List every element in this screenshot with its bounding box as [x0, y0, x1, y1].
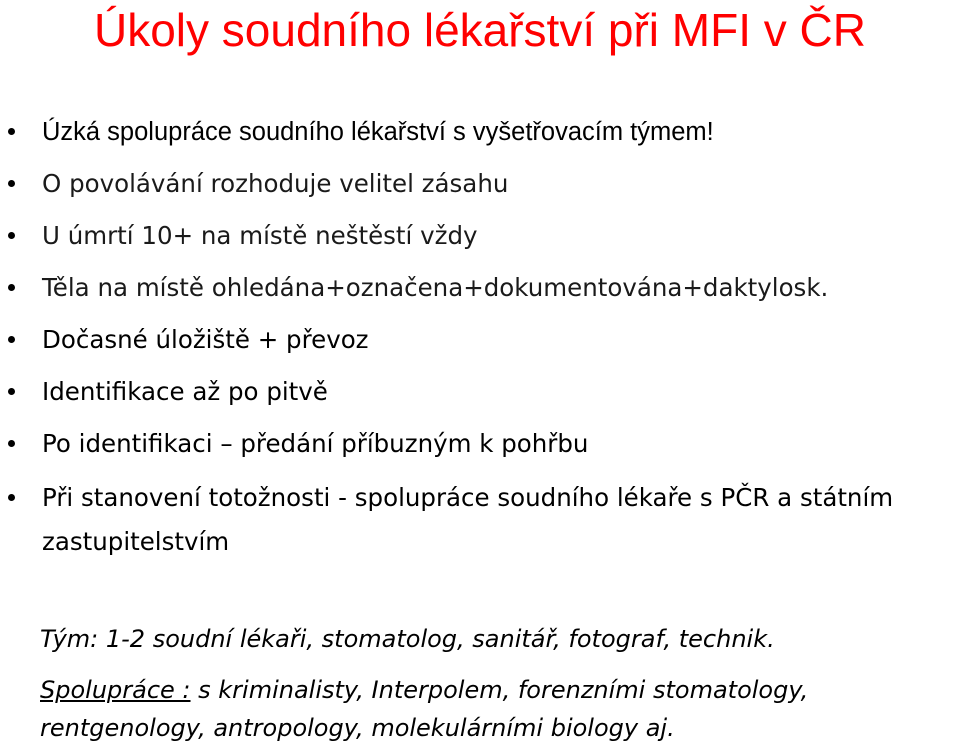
bullet-dot-icon — [8, 440, 15, 447]
bullet-dot-icon — [8, 494, 15, 501]
bullet-item-storage — [0, 314, 960, 366]
bullet-dot-icon — [8, 232, 15, 239]
bullet-dot-icon — [8, 388, 15, 395]
bullet-dot-icon — [8, 128, 15, 135]
bullet-text: Těla na místě ohledána+označena+dokumentována+daktylosk. — [42, 273, 829, 302]
bullet-text: Úzká spolupráce soudního lékařství s vyšetřovacím týmem! — [42, 118, 714, 146]
bullet-text: Při stanovení totožnosti - spolupráce soudního lékaře s PČR a státním zastupitelstvím — [42, 483, 894, 556]
team-note — [40, 617, 960, 661]
slide-title: Úkoly soudního lékařství při MFI v ČR — [93, 4, 866, 56]
bullet-text: Dočasné úložiště + převoz — [42, 325, 369, 354]
bullet-dot-icon — [8, 336, 15, 343]
bullet-item-deaths — [0, 210, 960, 262]
bullet-text: U úmrtí 10+ na místě neštěstí vždy — [42, 221, 478, 250]
collaboration-label: Spolupráce : — [40, 676, 191, 704]
bullet-list — [0, 106, 960, 564]
team-text: Tým: 1-2 soudní lékaři, stomatolog, sanitář, fotograf, technik. — [40, 625, 775, 653]
collaboration-text: s kriminalisty, Interpolem, forenzními stomatology, rentgenology, antropology, molekulárními biology aj. — [40, 676, 809, 742]
bullet-dot-icon — [8, 180, 15, 187]
bullet-text: O povolávání rozhoduje velitel zásahu — [42, 169, 509, 198]
bullet-item-summoning — [0, 158, 960, 210]
bullet-dot-icon — [8, 284, 15, 291]
bullet-item-cooperation — [0, 106, 960, 158]
bullet-item-bodies — [0, 262, 960, 314]
bullet-item-identity — [0, 470, 942, 564]
bullet-text: Po identifikaci – předání příbuzným k pohřbu — [42, 429, 589, 458]
collaboration-note — [40, 671, 960, 747]
bullet-item-identification — [0, 366, 960, 418]
bullet-item-handover — [0, 418, 960, 470]
bullet-text: Identifikace až po pitvě — [42, 377, 328, 406]
